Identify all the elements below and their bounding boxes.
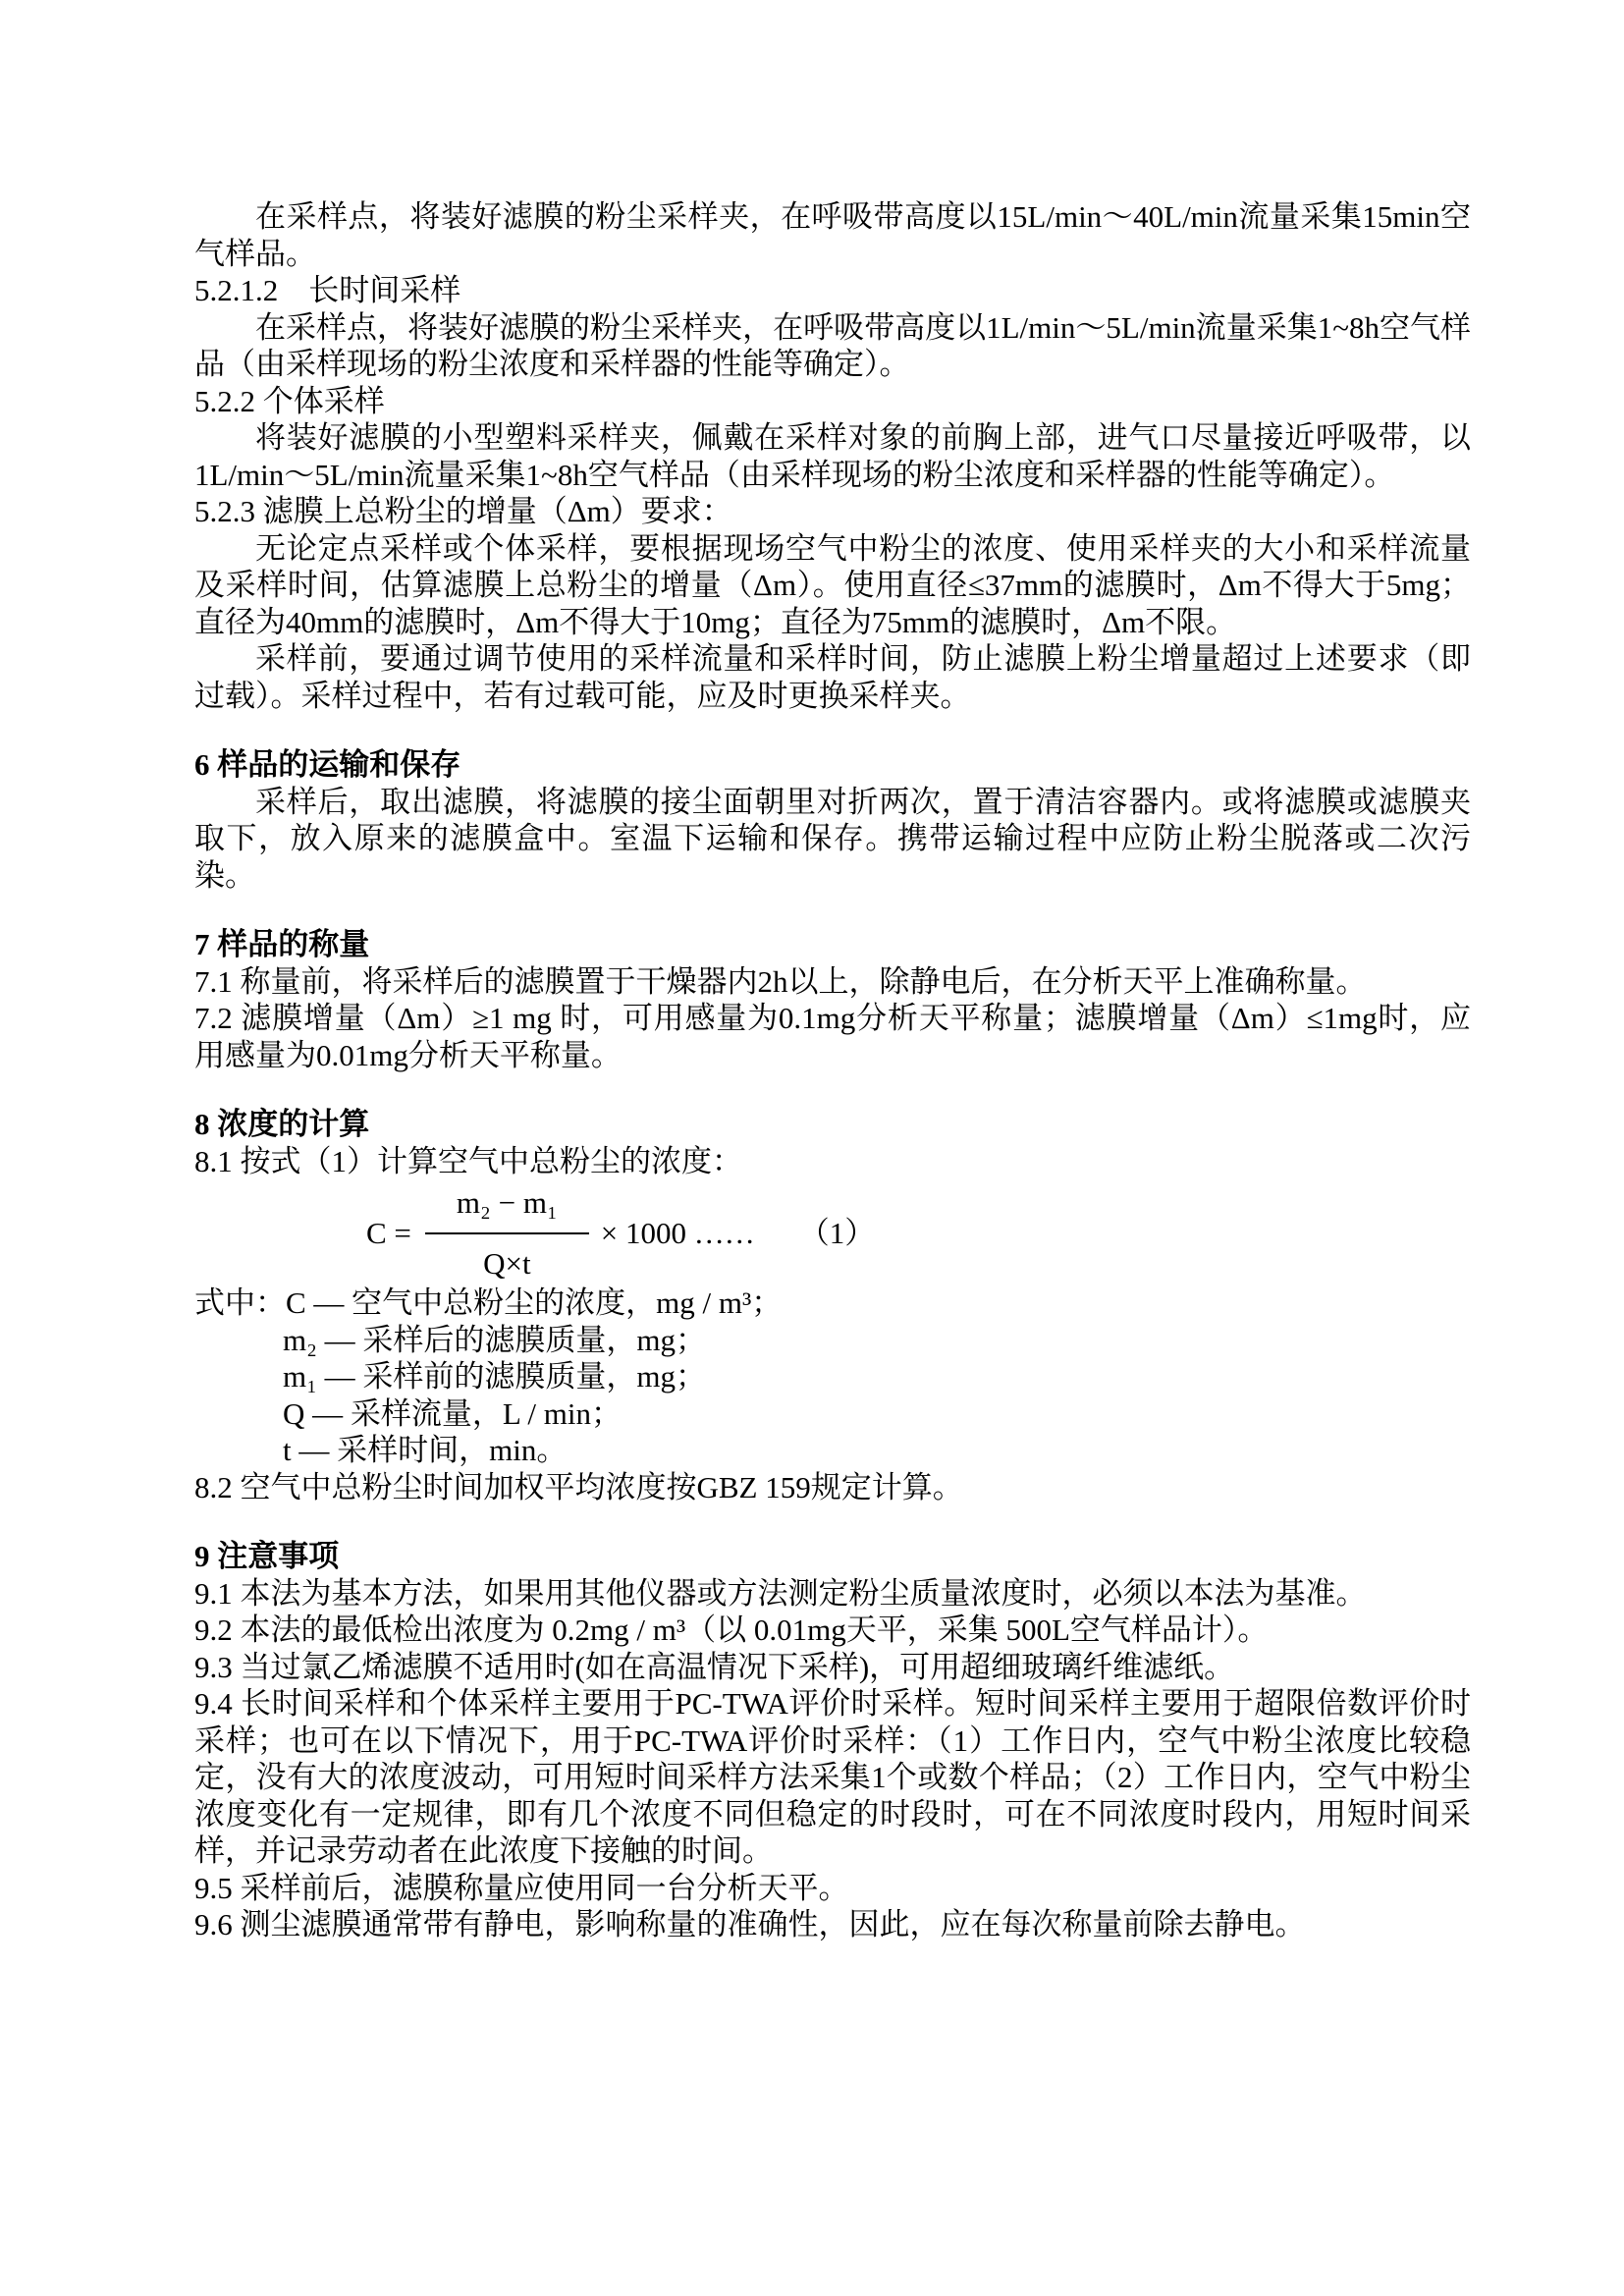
where-c-definition: C — 空气中总粉尘的浓度，mg / m³； [286,1285,783,1320]
clause-9.2: 9.2 本法的最低检出浓度为 0.2mg / m³（以 0.01mg天平，采集 500L空气样品计）。 [194,1613,1269,1647]
clause-9.4: 9.4 长时间采样和个体采样主要用于PC-TWA评价时采样。短时间采样主要用于超限倍数评价时采样；也可在以下情况下，用于PC-TWA评价时采样：（1）工作日内，空气中粉尘浓度比较稳定，没有大的浓度波动，可用短时间采样方法采集1个或数个样品；（2）工作日内，空气中粉尘浓度变化有一定规律，即有几个浓度不同但稳定的时段时，可在不同浓度时段内，用短时间采样，并记录劳动者在此浓度下接触的时间。 [194,1686,1471,1868]
formula-lhs: C = [366,1215,411,1250]
section-9-heading: 9 注意事项 [194,1539,340,1573]
clause-9.1: 9.1 本法为基本方法，如果用其他仪器或方法测定粉尘质量浓度时，必须以本法为基准。 [194,1575,1367,1611]
formula-multiplier: × 1000 …… [600,1215,755,1250]
clause-8.2: 8.2 空气中总粉尘时间加权平均浓度按GBZ 159规定计算。 [194,1469,963,1504]
clause-8.1: 8.1 按式（1）计算空气中总粉尘的浓度： [194,1143,742,1178]
section-6-heading: 6 样品的运输和保存 [194,747,461,782]
clause-9.6: 9.6 测尘滤膜通常带有静电，影响称量的准确性，因此，应在每次称量前除去静电。 [194,1907,1306,1941]
formula-numerator: m₂ − m₁ [425,1184,589,1234]
para-transport-storage: 采样后，取出滤膜，将滤膜的接尘面朝里对折两次，置于清洁容器内。或将滤膜或滤膜夹取下，放入原来的滤膜盒中。室温下运输和保存。携带运输过程中应防止粉尘脱落或二次污染。 [194,784,1471,893]
where-m2-definition: m₂ — 采样后的滤膜质量，mg； [283,1322,707,1357]
where-q-definition: Q — 采样流量，L / min； [283,1395,623,1431]
section-8-heading: 8 浓度的计算 [194,1107,370,1141]
where-m1-definition: m₁ — 采样前的滤膜质量，mg； [283,1359,707,1394]
formula-1 [366,1184,1471,1282]
section-7-heading: 7 样品的称量 [194,927,370,961]
clause-7.1: 7.1 称量前，将采样后的滤膜置于干燥器内2h以上，除静电后，在分析天平上准确称量。 [194,963,1367,999]
where-t-definition: t — 采样时间，min。 [283,1433,568,1467]
clause-5.2.1.2-title: 5.2.1.2 长时间采样 [194,273,461,307]
clause-5.2.3-title: 5.2.3 滤膜上总粉尘的增量（Δm）要求： [194,494,732,528]
formula-denominator: Q×t [483,1245,531,1281]
para-overload-prevention: 采样前，要通过调节使用的采样流量和采样时间，防止滤膜上粉尘增量超过上述要求（即过载）。采样过程中，若有过载可能，应及时更换采样夹。 [194,641,1471,713]
clause-9.3: 9.3 当过氯乙烯滤膜不适用时(如在高温情况下采样)，可用超细玻璃纤维滤纸。 [194,1649,1235,1684]
formula-fraction [425,1184,589,1282]
para-long-time-sampling: 在采样点，将装好滤膜的粉尘采样夹，在呼吸带高度以1L/min～5L/min流量采集1~8h空气样品（由采样现场的粉尘浓度和采样器的性能等确定）。 [194,309,1471,381]
para-short-time-sampling: 在采样点，将装好滤膜的粉尘采样夹，在呼吸带高度以15L/min～40L/min流量采集15min空气样品。 [194,199,1471,271]
clause-5.2.2-title: 5.2.2 个体采样 [194,383,385,418]
para-personal-sampling: 将装好滤膜的小型塑料采样夹，佩戴在采样对象的前胸上部，进气口尽量接近呼吸带，以1L/min～5L/min流量采集1~8h空气样品（由采样现场的粉尘浓度和采样器的性能等确定）。 [194,420,1471,492]
where-line-c [194,1285,1471,1322]
where-intro: 式中： [194,1285,286,1320]
formula-equation-number: （1） [798,1215,876,1250]
formula-where-list [194,1285,1471,1469]
clause-9.5: 9.5 采样前后，滤膜称量应使用同一台分析天平。 [194,1870,849,1905]
document-page-content [194,198,1471,1943]
clause-7.2: 7.2 滤膜增量（Δm）≥1 mg 时，可用感量为0.1mg分析天平称量；滤膜增量（Δm）≤1mg时，应用感量为0.01mg分析天平称量。 [194,1001,1471,1072]
para-increment-requirement: 无论定点采样或个体采样，要根据现场空气中粉尘的浓度、使用采样夹的大小和采样流量及采样时间，估算滤膜上总粉尘的增量（Δm）。使用直径≤37mm的滤膜时，Δm不得大于5mg；直径为40mm的滤膜时，Δm不得大于10mg；直径为75mm的滤膜时，Δm不限。 [194,530,1471,639]
